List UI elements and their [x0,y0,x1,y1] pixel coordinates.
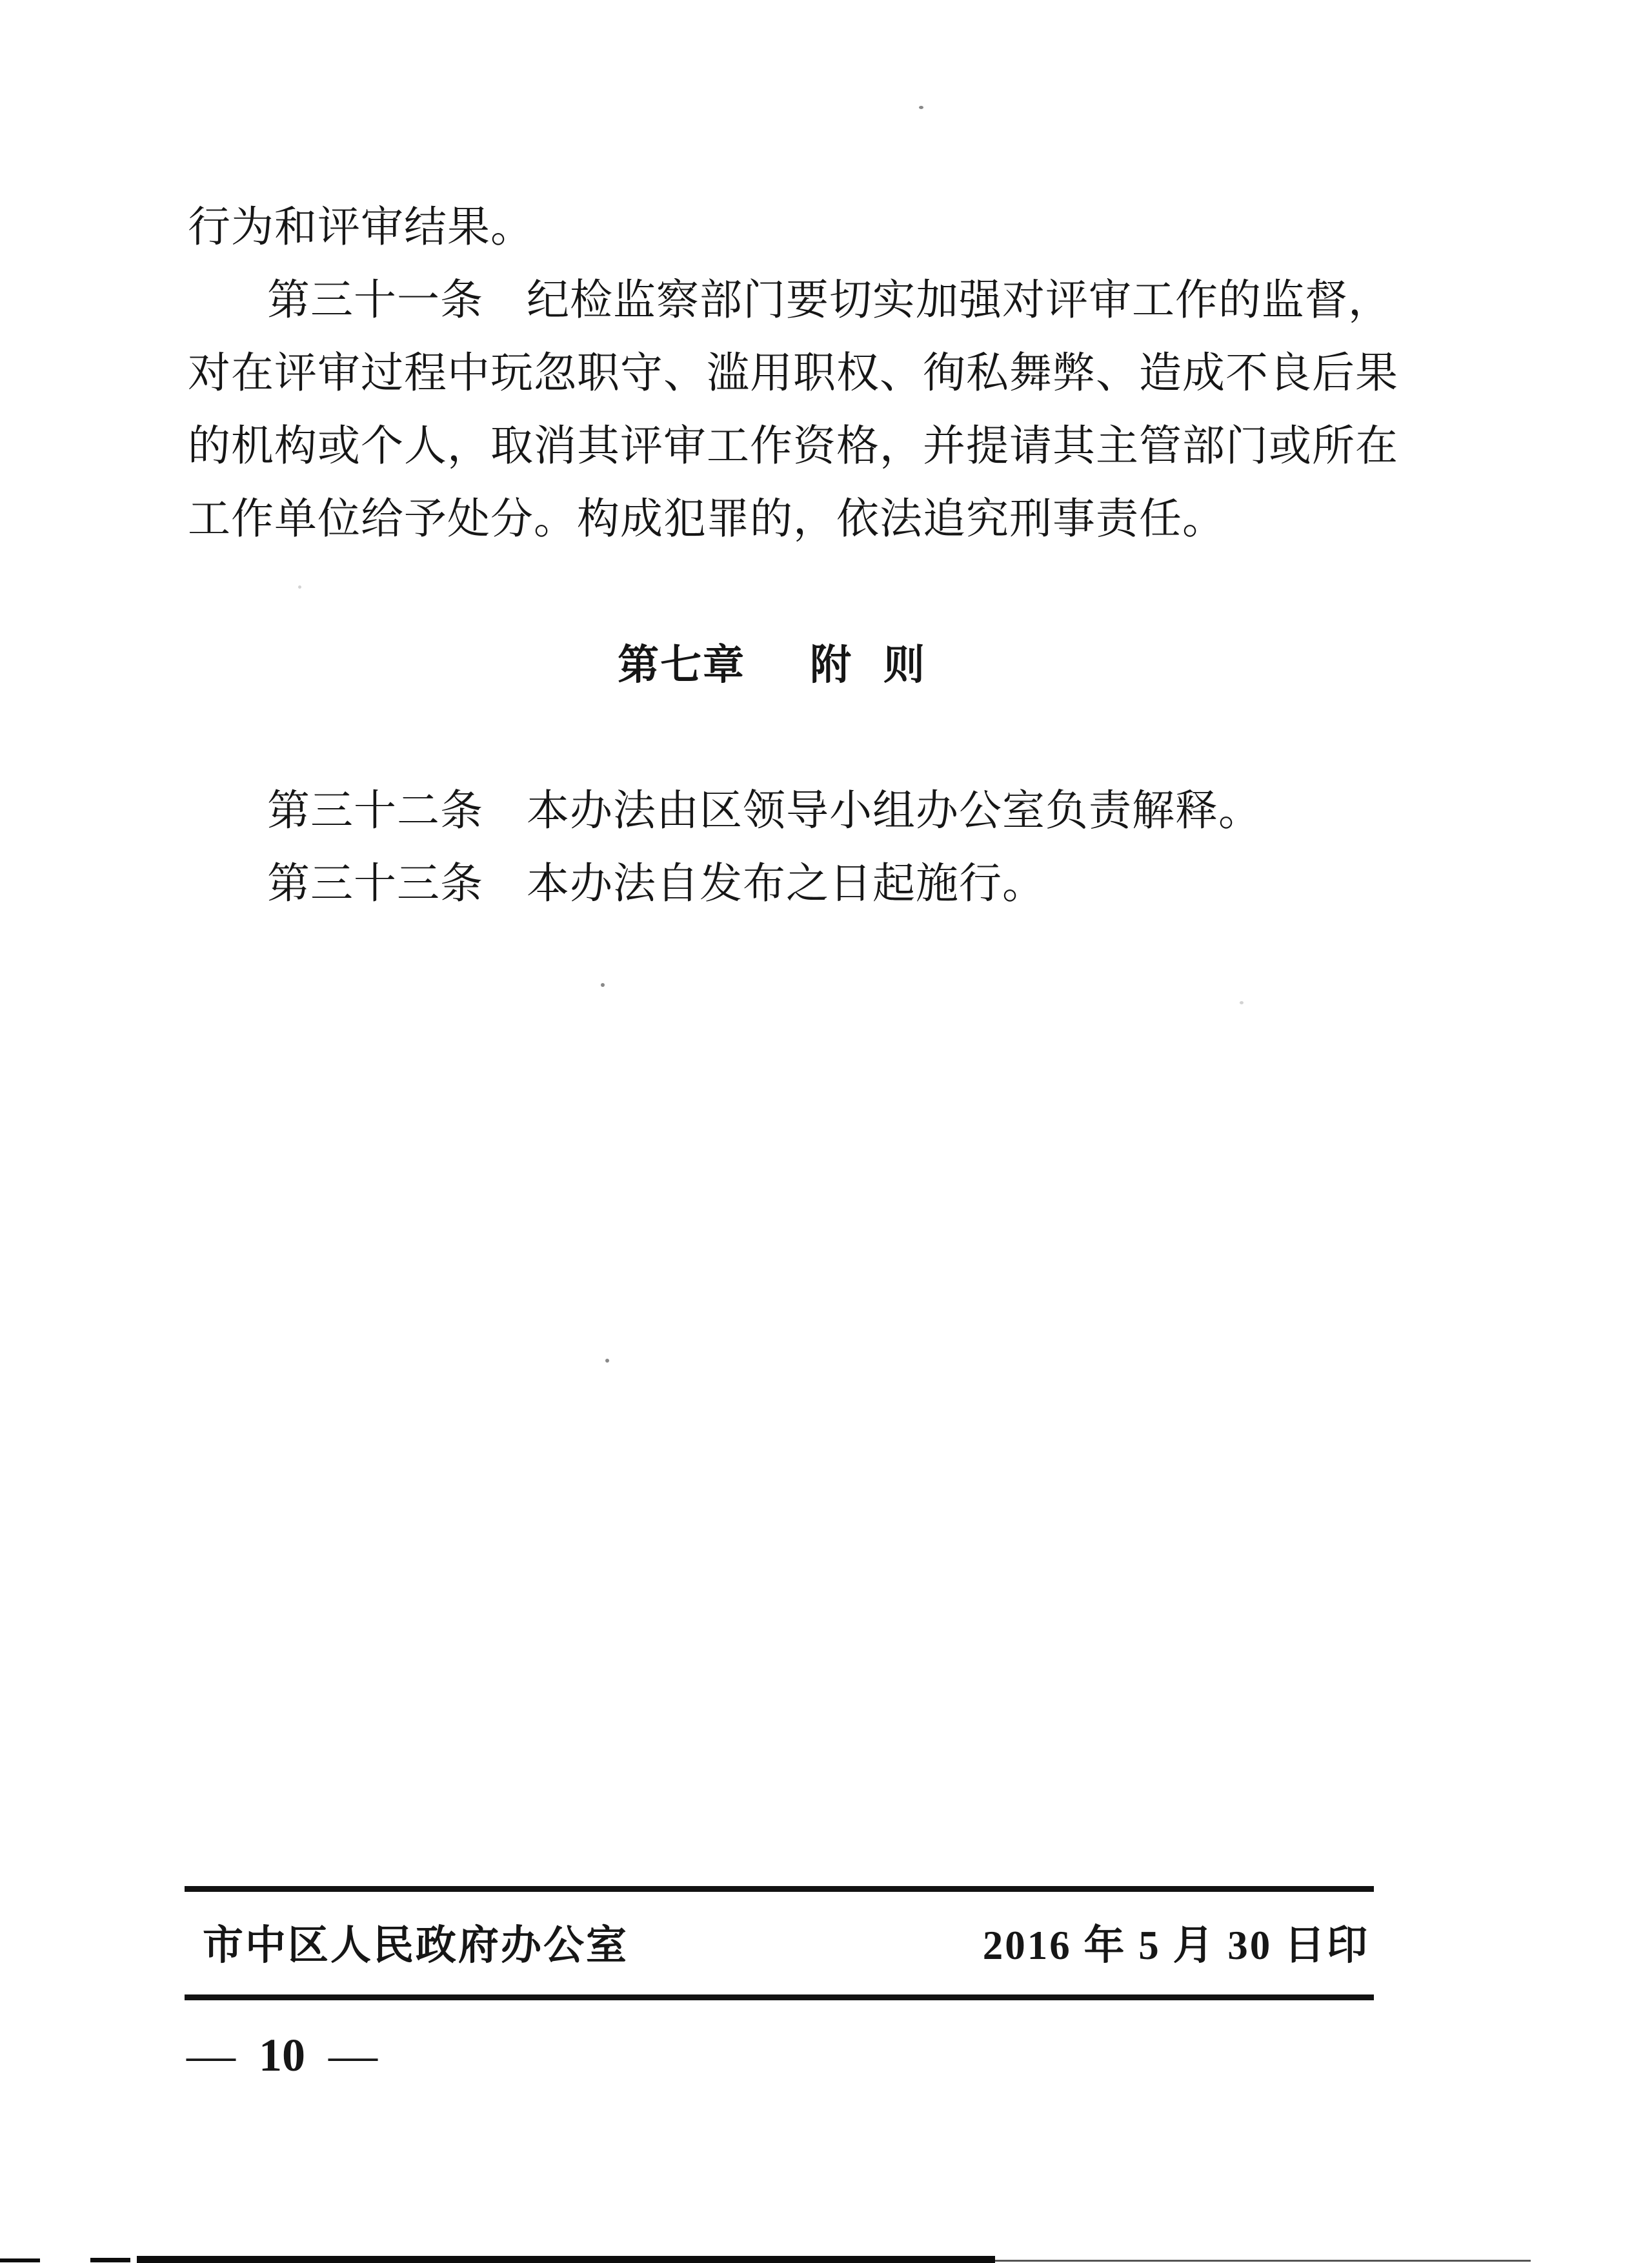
footer-row [203,1922,1369,1969]
footer-print-date: 2016 年 5 月 30 日印 [982,1923,1369,1968]
article-31-line-4: 工作单位给予处分。构成犯罪的，依法追究刑事责任。 [188,496,1225,543]
scan-speck [601,983,605,987]
scan-speck [1240,1001,1244,1004]
chapter-title: 附 则 [810,642,926,688]
article-33-line: 第三十三条 本办法自发布之日起施行。 [267,860,1045,908]
article-32-line: 第三十二条 本办法由区领导小组办公室负责解释。 [267,787,1262,835]
footer-rule-top [185,1886,1374,1892]
scan-edge-bottom [90,2258,130,2262]
body-text-block [188,191,1398,920]
footer-rule-bottom [185,1994,1374,2000]
scan-speck [605,1359,609,1363]
scan-edge-bottom [0,2258,40,2262]
page-number-value: 10 [259,2029,305,2081]
chapter-label: 第七章 [618,642,746,688]
scan-speck [919,106,923,109]
article-31-line-3: 的机构或个人，取消其评审工作资格，并提请其主管部门或所在 [188,423,1398,470]
intro-line: 行为和评审结果。 [188,204,534,251]
scan-speck [298,585,301,589]
blank-line [188,702,1356,775]
footer-issuer: 市中区人民政府办公室 [203,1923,629,1968]
page-number [186,2029,378,2081]
page-number-dash-right: — [328,2028,378,2082]
scan-edge-bottom [137,2256,995,2263]
page-number-dash-left: — [186,2028,236,2082]
scan-edge-bottom [995,2260,1531,2262]
chapter-heading [188,629,1356,702]
article-31-line-1: 第三十一条 纪检监察部门要切实加强对评审工作的监督， [267,277,1391,324]
blank-line [188,556,1356,629]
article-31-line-2: 对在评审过程中玩忽职守、滥用职权、徇私舞弊、造成不良后果 [188,350,1398,397]
